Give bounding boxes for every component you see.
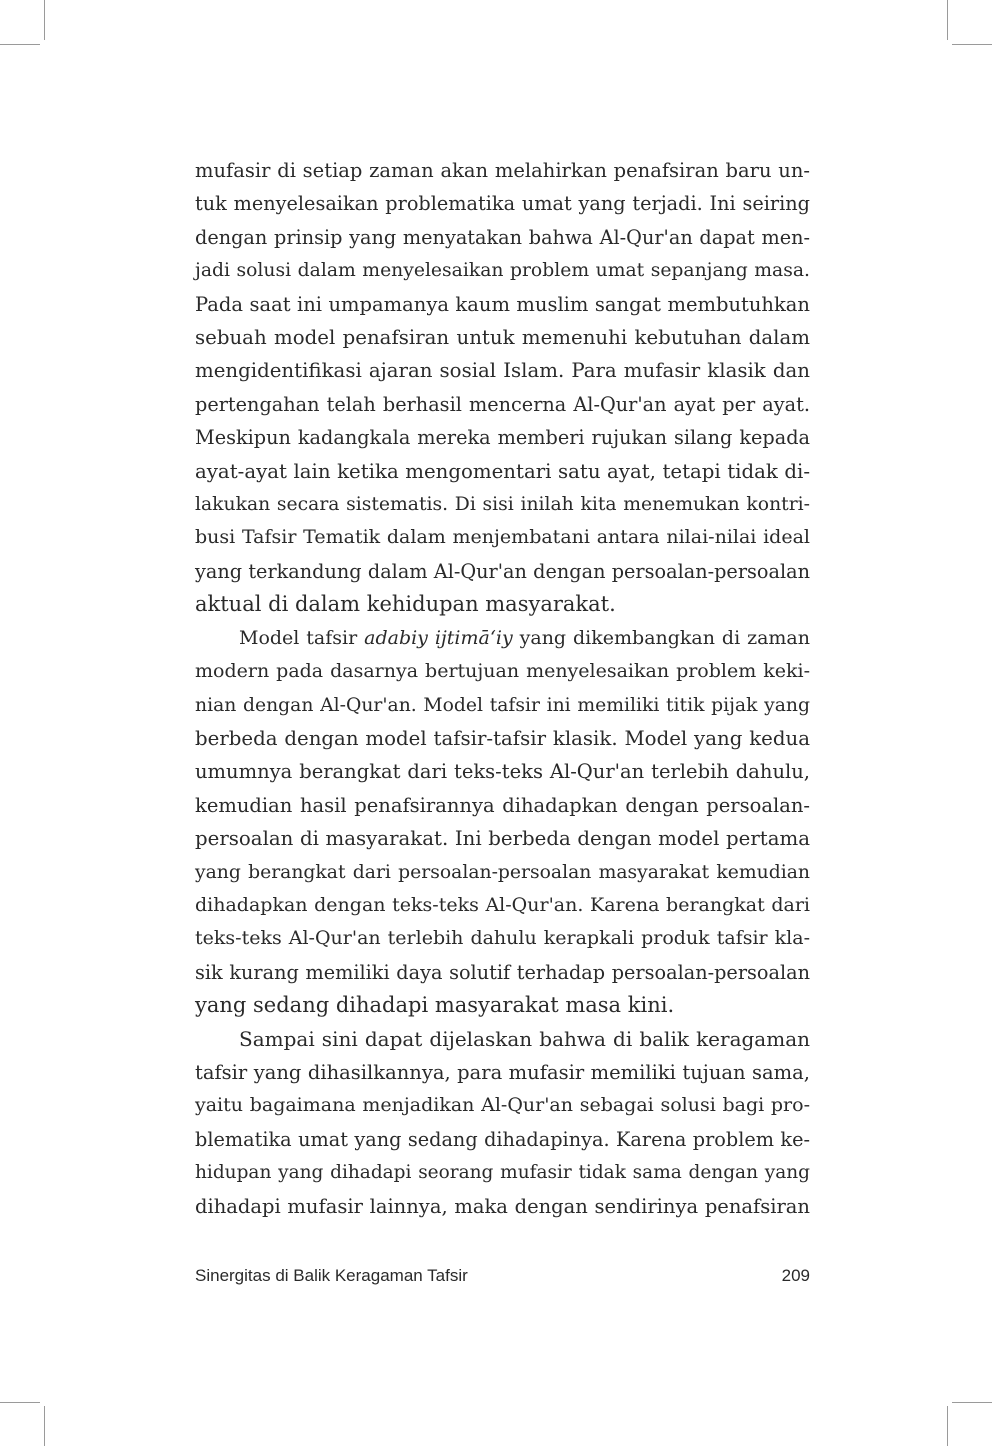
text-line: pertengahan telah berhasil mencerna Al-Qur'an ayat per ayat. bbox=[195, 392, 810, 416]
crop-mark-bottom-left-h bbox=[0, 1402, 40, 1403]
text-line: sik kurang memiliki daya solutif terhadap persoalan-persoalan bbox=[195, 960, 810, 984]
crop-mark-bottom-left-v bbox=[44, 1406, 45, 1446]
text-line: yaitu bagaimana menjadikan Al-Qur'an sebagai solusi bagi pro- bbox=[195, 1094, 810, 1117]
text-line: hidupan yang dihadapi seorang mufasir tidak sama dengan yang bbox=[195, 1162, 810, 1184]
text-line: nian dengan Al-Qur'an. Model tafsir ini memiliki titik pijak yang bbox=[195, 694, 810, 716]
text-line: mengidentifikasi ajaran sosial Islam. Para mufasir klasik dan bbox=[195, 359, 810, 383]
text-line: lakukan secara sistematis. Di sisi inilah kita menemukan kontri- bbox=[195, 494, 810, 516]
crop-mark-top-right-h bbox=[952, 44, 992, 45]
crop-mark-top-left-h bbox=[0, 44, 40, 45]
text-line: mufasir di setiap zaman akan melahirkan penafsiran baru un- bbox=[195, 159, 810, 182]
paragraph-3 bbox=[195, 1023, 810, 1223]
crop-mark-top-left-v bbox=[44, 0, 45, 40]
text-line: yang terkandung dalam Al-Qur'an dengan persoalan-persoalan bbox=[195, 559, 810, 583]
paragraph-1 bbox=[195, 154, 810, 622]
text-line: yang sedang dihadapi masyarakat masa kini. bbox=[195, 993, 675, 1018]
text-line: dengan prinsip yang menyatakan bahwa Al-Qur'an dapat men- bbox=[195, 225, 810, 249]
text-line: blematika umat yang sedang dihadapinya. Karena problem ke- bbox=[195, 1127, 810, 1151]
text-line: dihadapkan dengan teks-teks Al-Qur'an. Karena berangkat dari bbox=[195, 893, 810, 916]
crop-mark-bottom-right-h bbox=[952, 1402, 992, 1403]
text-line: dihadapi mufasir lainnya, maka dengan sendirinya penafsiran bbox=[195, 1194, 810, 1218]
text-line: berbeda dengan model tafsir-tafsir klasik. Model yang kedua bbox=[195, 726, 810, 750]
text-line: tafsir yang dihasilkannya, para mufasir memiliki tujuan sama, bbox=[195, 1060, 810, 1084]
text-line: teks-teks Al-Qur'an terlebih dahulu kerapkali produk tafsir kla- bbox=[195, 927, 810, 950]
text-line bbox=[195, 622, 810, 655]
italic-term: adabiy ijtimā‘iy bbox=[364, 626, 513, 649]
text-line: umumnya berangkat dari teks-teks Al-Qur'an terlebih dahulu, bbox=[195, 760, 810, 784]
text-line: persoalan di masyarakat. Ini berbeda dengan model pertama bbox=[195, 827, 810, 851]
text-line: aktual di dalam kehidupan masyarakat. bbox=[195, 592, 616, 617]
text-line: yang berangkat dari persoalan-persoalan masyarakat kemudian bbox=[195, 861, 810, 883]
running-title: Sinergitas di Balik Keragaman Tafsir bbox=[195, 1266, 468, 1285]
text-run: yang dikembangkan di zaman bbox=[512, 626, 810, 649]
crop-mark-bottom-right-v bbox=[947, 1406, 948, 1446]
body-text bbox=[195, 154, 810, 1223]
text-line: kemudian hasil penafsirannya dihadapkan dengan persoalan- bbox=[195, 793, 810, 817]
text-run: Model tafsir bbox=[239, 626, 365, 649]
text-line: Meskipun kadangkala mereka memberi rujukan silang kepada bbox=[195, 426, 810, 450]
text-line: busi Tafsir Tematik dalam menjembatani antara nilai-nilai ideal bbox=[195, 526, 810, 549]
text-line: Sampai sini dapat dijelaskan bahwa di balik keragaman bbox=[239, 1026, 810, 1051]
text-line: tuk menyelesaikan problematika umat yang terjadi. Ini seiring bbox=[195, 192, 810, 216]
text-line: Pada saat ini umpamanya kaum muslim sangat membutuhkan bbox=[195, 292, 810, 316]
text-line: ayat-ayat lain ketika mengomentari satu ayat, tetapi tidak di- bbox=[195, 459, 810, 483]
text-line: modern pada dasarnya bertujuan menyelesaikan problem keki- bbox=[195, 660, 810, 683]
paragraph-2 bbox=[195, 622, 810, 1023]
crop-mark-top-right-v bbox=[947, 0, 948, 40]
text-line: jadi solusi dalam menyelesaikan problem umat sepanjang masa. bbox=[195, 260, 810, 282]
page-number: 209 bbox=[781, 1266, 810, 1285]
text-line: sebuah model penafsiran untuk memenuhi kebutuhan dalam bbox=[195, 326, 810, 350]
